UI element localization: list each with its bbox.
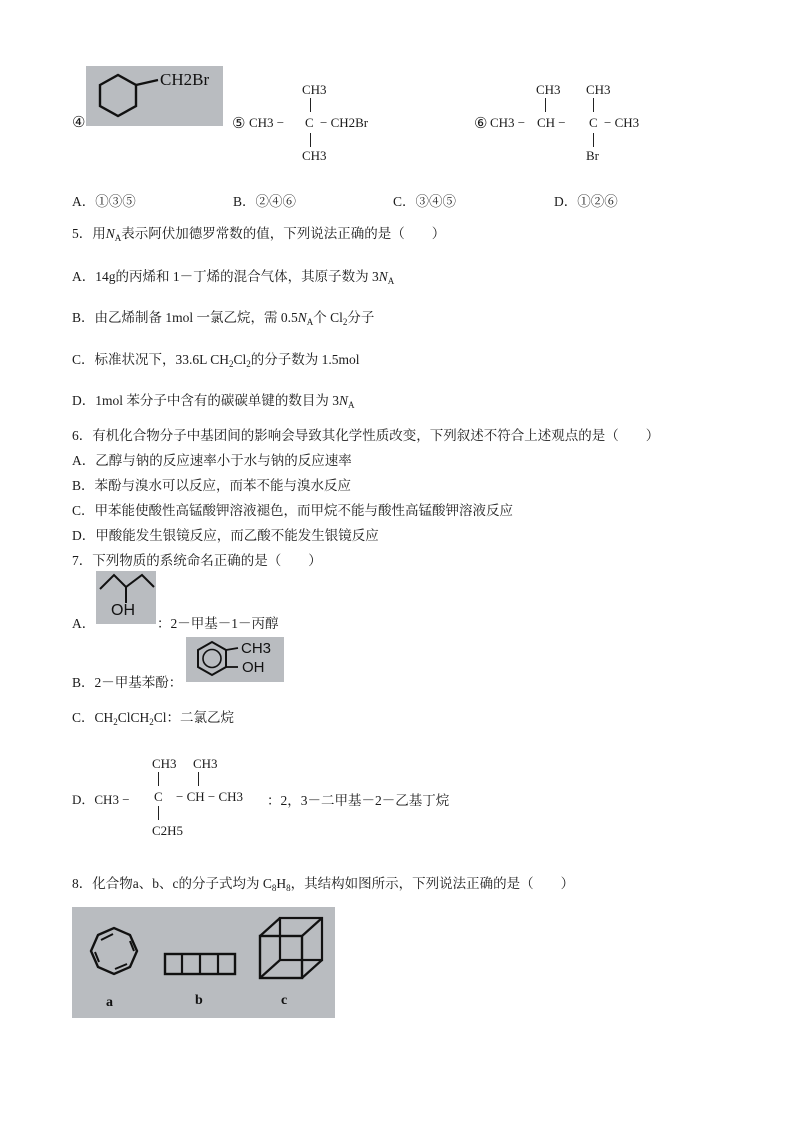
q8-stem-h: H [276, 876, 287, 891]
q7-b-label: B．2－甲基苯酚： [72, 675, 183, 690]
q5-a-sub: A [387, 276, 395, 286]
q6-option-b: B．苯酚与溴水可以反应，而苯不能与溴水反应 [72, 478, 352, 493]
q7-a-label: A． [72, 616, 96, 631]
q7-c-text3: Cl：二氯乙烷 [153, 710, 235, 725]
q7-d-bond-bottom [158, 806, 159, 820]
q5-stem-b: 表示阿伏加德罗常数的值，下列说法正确的是（ ） [121, 226, 446, 241]
q7-a-name: ：2－甲基－1－丙醇 [157, 616, 279, 631]
cresol-ch3-text: CH3 [241, 640, 272, 657]
q5-b-text1: B．由乙烯制备 1mol 一氯乙烷，需 0.5 [72, 310, 298, 325]
cyclooctatetraene-icon [91, 928, 137, 974]
struct-5-center: C [305, 115, 314, 130]
q6-option-a: A．乙醇与钠的反应速率小于水与钠的反应速率 [72, 453, 352, 468]
q5-b-text2: 个 Cl [313, 310, 343, 325]
q5-d-n: N [339, 393, 349, 408]
struct-5-right: − CH2Br [320, 115, 369, 130]
q5-c-text3: 的分子数为 1.5mol [250, 352, 360, 367]
struct-6-ch: CH − [537, 115, 566, 130]
q6-option-d: D．甲酸能发生银镜反应，而乙酸不能发生银镜反应 [72, 528, 379, 543]
struct-c-label: c [281, 993, 288, 1008]
cresol-oh-text: OH [242, 659, 265, 676]
struct-4-label: ④ [72, 115, 86, 131]
q5-a-n: N [378, 269, 388, 284]
q8-stem-sub2: 8 [286, 883, 291, 893]
q5-a-text: A．14g的丙烯和 1－丁烯的混合气体，其原子数为 3 [72, 269, 379, 284]
q5-stem-a: 5．用 [72, 226, 106, 241]
q7-d-bond-top1 [158, 772, 159, 786]
q5-stem-sub: A [114, 233, 122, 243]
q6-stem: 6．有机化合物分子中基团间的影响会导致其化学性质改变，下列叙述不符合上述观点的是（ ） [72, 428, 660, 443]
struct-6-left: CH3 − [490, 115, 526, 130]
q7-stem: 7．下列物质的系统命名正确的是（ ） [72, 553, 322, 568]
q5-option-a [72, 265, 394, 286]
ladderane-icon [165, 954, 235, 974]
q7-d-ch: − CH − CH3 [176, 789, 244, 804]
butanol-oh-text: OH [111, 602, 135, 619]
struct-5-bond-bottom [310, 133, 311, 147]
struct-6-label: ⑥ [474, 116, 488, 132]
struct-5-label: ⑤ [232, 116, 246, 132]
q4-option-d: D．①②⑥ [554, 194, 618, 209]
q5-b-text3: 分子 [347, 310, 375, 325]
q5-d-text: D．1mol 苯分子中含有的碳碳单键的数目为 3 [72, 393, 340, 408]
q5-b-sub: A [306, 317, 314, 327]
struct-6-bond-bottom [593, 133, 594, 147]
q7-d-top2: CH3 [193, 756, 218, 771]
q5-c-text1: C．标准状况下，33.6L CH [72, 352, 230, 367]
q7-c-text1: C．CH [72, 710, 114, 725]
struct-6-bond-top1 [545, 98, 546, 112]
struct-a-label: a [106, 995, 113, 1010]
q5-option-c: C．标准状况下，33.6L $CH_2Cl_2$的分子数为 1.5mol [72, 352, 360, 369]
butanol-skeletal-image [96, 571, 156, 624]
q5-stem-n: N [105, 226, 115, 241]
c8h8-structures-image [72, 907, 335, 1018]
q5-b-n: N [297, 310, 307, 325]
q7-d-top1: CH3 [152, 756, 177, 771]
cubane-icon [260, 918, 322, 978]
q4-option-c: C．③④⑤ [393, 194, 457, 209]
q8-stem [72, 872, 574, 893]
struct-6-top1: CH3 [536, 82, 561, 97]
q5-d-sub: A [348, 400, 355, 410]
struct-b-label: b [195, 993, 203, 1008]
struct-5-left: CH3 − [249, 115, 285, 130]
q4-option-a: A．①③⑤ [72, 194, 136, 209]
q4-option-b: B．②④⑥ [233, 194, 297, 209]
ch2br-group-text: CH2Br [160, 70, 210, 89]
struct-6-right: − CH3 [604, 115, 640, 130]
struct-6-c: C [589, 115, 598, 130]
struct-6-bottom-br: Br [586, 148, 599, 163]
q7-d-c: C [154, 789, 163, 804]
struct-5-bottom-ch3: CH3 [302, 148, 327, 163]
q6-option-c: C．甲苯能使酸性高锰酸钾溶液褪色，而甲烷不能与酸性高锰酸钾溶液反应 [72, 503, 514, 518]
q8-stem-sub1: 8 [271, 883, 277, 893]
q8-stem-end: ，其结构如图所示，下列说法正确的是（ ） [290, 876, 575, 891]
cyclohexyl-bromide-image [86, 66, 223, 126]
q7-option-c: C．$CH_2ClCH_2Cl$：二氯乙烷 [72, 710, 235, 727]
struct-5-bond-top [310, 98, 311, 112]
q7-c-text2: ClCH [117, 710, 150, 725]
q8-stem-text: 8．化合物a、b、c的分子式均为 C [72, 876, 272, 891]
q7-d-bond-top2 [198, 772, 199, 786]
cresol-image [186, 637, 284, 682]
q5-c-text2: Cl [233, 352, 247, 367]
q7-d-label: D．CH3 − [72, 792, 130, 807]
q5-option-b: B．由乙烯制备 1mol 一氯乙烷，需 $0.5N_A$个 $Cl_2$分子 [72, 310, 375, 327]
struct-6-bond-top2 [593, 98, 594, 112]
struct-6-top2: CH3 [586, 82, 611, 97]
q7-d-bottom: C2H5 [152, 823, 184, 838]
struct-5-top-ch3: CH3 [302, 82, 327, 97]
q5-option-d [72, 389, 355, 410]
q5-stem [72, 222, 445, 243]
q7-d-name: ：2，3－二甲基－2－乙基丁烷 [267, 793, 450, 808]
